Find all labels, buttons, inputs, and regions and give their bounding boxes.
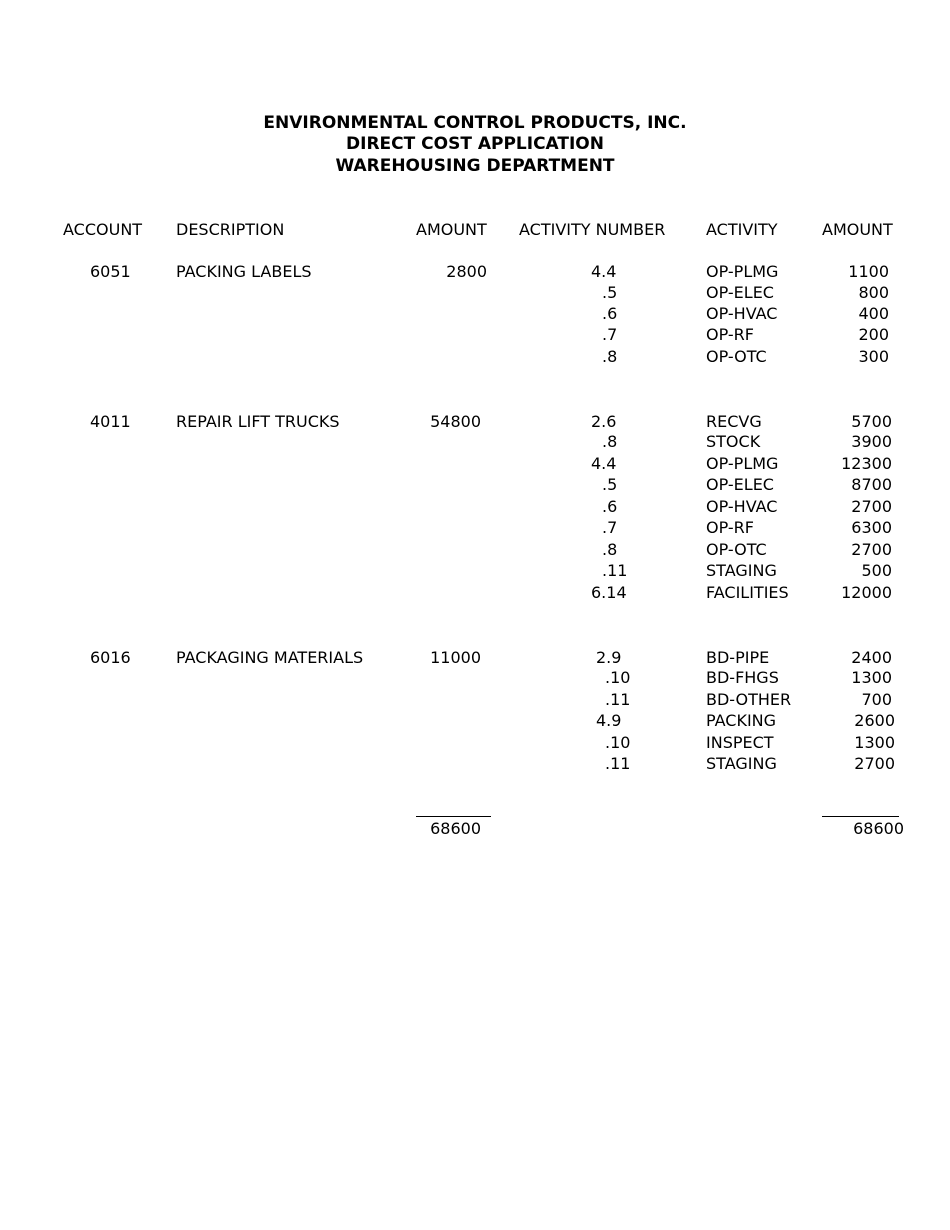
account-description: PACKING LABELS — [176, 262, 312, 281]
activity-name: OP-HVAC — [706, 497, 778, 516]
activity-amount: 1100 — [848, 262, 889, 281]
activity-name: STAGING — [706, 754, 777, 773]
column-header-activity: ACTIVITY — [706, 220, 778, 239]
activity-name: STAGING — [706, 561, 777, 580]
activity-amount: 200 — [858, 325, 889, 344]
activity-number: .7 — [602, 325, 618, 344]
activity-number: .7 — [602, 518, 618, 537]
activity-name: STOCK — [706, 432, 761, 451]
activity-number: .6 — [602, 497, 618, 516]
account-description: REPAIR LIFT TRUCKS — [176, 412, 340, 431]
activity-number: 4.4 — [591, 262, 617, 281]
activity-amount: 2700 — [854, 754, 895, 773]
activity-number: .8 — [602, 432, 618, 451]
activity-name: OP-PLMG — [706, 262, 779, 281]
activity-number: .11 — [602, 561, 628, 580]
amount-total: 68600 — [430, 819, 481, 838]
activity-amount: 5700 — [851, 412, 892, 431]
activity-amount: 1300 — [854, 733, 895, 752]
department-title: WAREHOUSING DEPARTMENT — [335, 156, 615, 176]
activity-amount: 1300 — [851, 668, 892, 687]
activity-number: 2.6 — [591, 412, 617, 431]
column-header-amount: AMOUNT — [416, 220, 487, 239]
activity-number: .8 — [602, 540, 618, 559]
activity-number: .8 — [602, 347, 618, 366]
activity-name: OP-ELEC — [706, 283, 774, 302]
activity-name: OP-RF — [706, 518, 754, 537]
company-name: ENVIRONMENTAL CONTROL PRODUCTS, INC. — [263, 113, 687, 133]
activity-amount: 6300 — [851, 518, 892, 537]
activity-amount: 300 — [858, 347, 889, 366]
account-amount: 54800 — [430, 412, 481, 431]
activity-number: .11 — [605, 690, 631, 709]
activity-amount: 700 — [861, 690, 892, 709]
activity-number: .10 — [605, 668, 631, 687]
activity-number: .5 — [602, 283, 618, 302]
account-description: PACKAGING MATERIALS — [176, 648, 364, 667]
total-underline — [822, 816, 899, 817]
account-amount: 2800 — [446, 262, 487, 281]
activity-name: FACILITIES — [706, 583, 789, 602]
activity-name: OP-RF — [706, 325, 754, 344]
activity-amount: 2700 — [851, 540, 892, 559]
activity-name: OP-ELEC — [706, 475, 774, 494]
activity-number: 4.4 — [591, 454, 617, 473]
total-underline — [416, 816, 491, 817]
activity-name: BD-OTHER — [706, 690, 792, 709]
activity-amount: 400 — [858, 304, 889, 323]
activity-name: INSPECT — [706, 733, 774, 752]
activity-amount: 500 — [861, 561, 892, 580]
activity-name: PACKING — [706, 711, 777, 730]
account-amount: 11000 — [430, 648, 481, 667]
activity-amount: 3900 — [851, 432, 892, 451]
column-header-description: DESCRIPTION — [176, 220, 285, 239]
activity-amount: 12300 — [841, 454, 892, 473]
report-title: DIRECT COST APPLICATION — [346, 134, 604, 154]
column-header-activity-number: ACTIVITY NUMBER — [519, 220, 666, 239]
activity-name: RECVG — [706, 412, 762, 431]
activity-number: 2.9 — [596, 648, 622, 667]
activity-name: BD-PIPE — [706, 648, 770, 667]
activity-amount: 2600 — [854, 711, 895, 730]
activity-name: OP-PLMG — [706, 454, 779, 473]
activity-number: .10 — [605, 733, 631, 752]
account-number: 6016 — [90, 648, 131, 667]
activity-amount: 2400 — [851, 648, 892, 667]
activity-name: BD-FHGS — [706, 668, 779, 687]
account-number: 6051 — [90, 262, 131, 281]
activity-number: 4.9 — [596, 711, 622, 730]
activity-amount: 8700 — [851, 475, 892, 494]
activity-number: .5 — [602, 475, 618, 494]
activity-number: .6 — [602, 304, 618, 323]
activity-number: 6.14 — [591, 583, 627, 602]
column-header-account: ACCOUNT — [63, 220, 143, 239]
activity-amount: 800 — [858, 283, 889, 302]
activity-amount-total: 68600 — [853, 819, 904, 838]
activity-name: OP-OTC — [706, 540, 767, 559]
activity-name: OP-HVAC — [706, 304, 778, 323]
activity-amount: 2700 — [851, 497, 892, 516]
activity-name: OP-OTC — [706, 347, 767, 366]
activity-number: .11 — [605, 754, 631, 773]
column-header-activity-amount: AMOUNT — [822, 220, 893, 239]
activity-amount: 12000 — [841, 583, 892, 602]
account-number: 4011 — [90, 412, 131, 431]
